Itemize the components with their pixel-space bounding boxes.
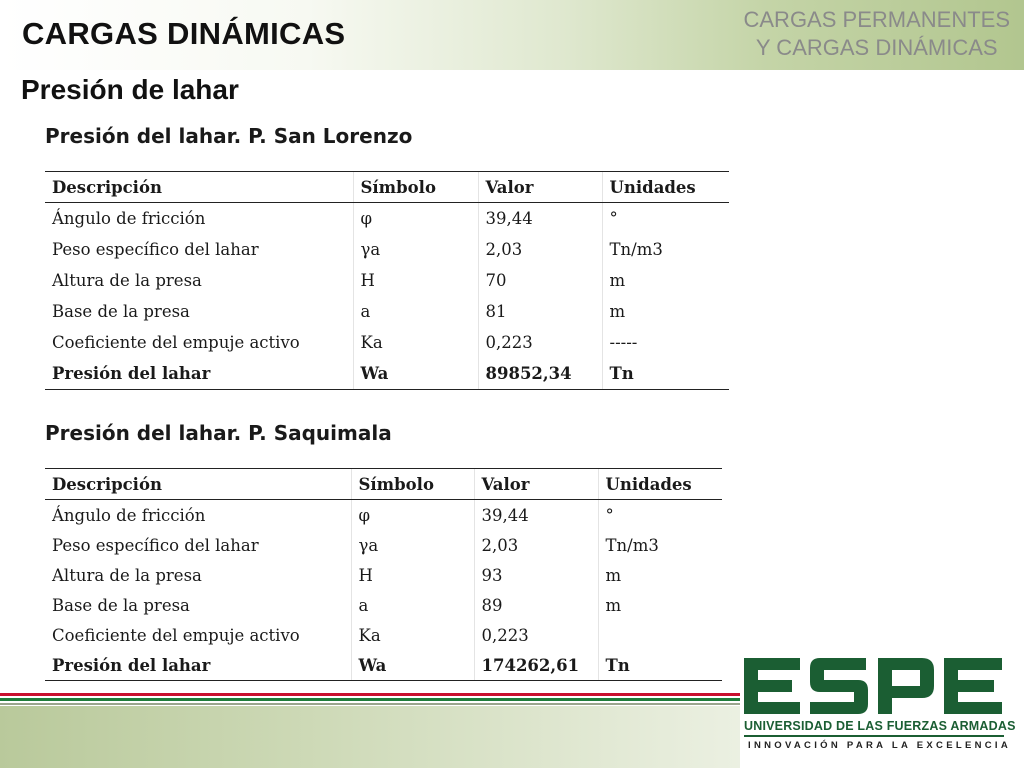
column-header: Símbolo (353, 172, 478, 203)
table-cell: 0,223 (474, 620, 598, 650)
table-cell: γa (351, 530, 474, 560)
table-cell: γa (353, 234, 478, 265)
table-cell: Base de la presa (52, 302, 190, 321)
table-row-total (45, 650, 722, 681)
table-header-row (45, 469, 722, 500)
table-cell: Coeficiente del empuje activo (52, 625, 300, 645)
section-title-line-2: Y CARGAS DINÁMICAS (755, 35, 998, 60)
column-header: Símbolo (351, 469, 474, 500)
table-cell: φ (353, 203, 478, 235)
column-header: Unidades (602, 172, 729, 203)
table-cell: Tn (602, 358, 729, 390)
table-cell: Ka (353, 327, 478, 358)
table-cell: a (351, 590, 474, 620)
table-cell: H (351, 560, 474, 590)
espe-logo (744, 656, 1004, 716)
table-row (45, 500, 722, 531)
table-row (45, 265, 729, 296)
table-row (45, 560, 722, 590)
table-header-row (45, 172, 729, 203)
table-cell: H (353, 265, 478, 296)
table-row (45, 620, 722, 650)
table-cell: Presión del lahar (45, 358, 353, 390)
section-title (744, 6, 1011, 62)
table-block-san-lorenzo (45, 124, 729, 390)
table-cell: a (353, 296, 478, 327)
table-cell: 2,03 (478, 234, 602, 265)
university-motto: INNOVACIÓN PARA LA EXCELENCIA (748, 740, 1012, 751)
table-cell: 89852,34 (478, 358, 602, 390)
table-cell: Altura de la presa (52, 271, 202, 290)
table-row (45, 234, 729, 265)
footer-stripe-green (0, 698, 740, 701)
table-cell: Tn/m3 (602, 234, 729, 265)
column-header: Descripción (45, 172, 353, 203)
table-cell: m (602, 265, 729, 296)
footer-stripe-gray (0, 703, 740, 705)
table-cell: Ángulo de fricción (52, 209, 206, 228)
table-cell: 2,03 (474, 530, 598, 560)
slide-title: CARGAS DINÁMICAS (22, 16, 346, 51)
table-caption: Presión del lahar. P. San Lorenzo (45, 124, 413, 148)
table-row (45, 203, 729, 235)
table-cell: ----- (602, 327, 729, 358)
table-cell: 89 (474, 590, 598, 620)
table-row (45, 327, 729, 358)
data-table (45, 468, 722, 681)
table-cell: m (602, 296, 729, 327)
section-title-line-1: CARGAS PERMANENTES (743, 7, 1010, 32)
table-row (45, 530, 722, 560)
table-cell: 81 (478, 296, 602, 327)
table-cell: Peso específico del lahar (52, 535, 259, 555)
table-cell: φ (351, 500, 474, 531)
table-cell: 174262,61 (474, 650, 598, 681)
table-cell: ° (602, 203, 729, 235)
table-caption: Presión del lahar. P. Saquimala (45, 421, 392, 445)
table-cell: Ángulo de fricción (52, 505, 206, 525)
table-cell: Altura de la presa (52, 565, 202, 585)
slide-subtitle: Presión de lahar (21, 74, 239, 105)
column-header: Valor (478, 172, 602, 203)
column-header: Unidades (598, 469, 722, 500)
table-cell: Tn (598, 650, 722, 681)
table-cell: m (598, 590, 722, 620)
table-cell: m (598, 560, 722, 590)
table-cell: ° (598, 500, 722, 531)
table-cell: Coeficiente del empuje activo (52, 333, 300, 352)
data-table (45, 171, 729, 390)
table-cell: 70 (478, 265, 602, 296)
table-cell: Peso específico del lahar (52, 240, 259, 259)
table-cell: Ka (351, 620, 474, 650)
table-cell: 93 (474, 560, 598, 590)
table-row (45, 296, 729, 327)
table-cell: Wa (351, 650, 474, 681)
table-row (45, 590, 722, 620)
table-cell: 39,44 (474, 500, 598, 531)
table-cell: Base de la presa (52, 595, 190, 615)
column-header: Valor (474, 469, 598, 500)
table-cell (598, 620, 722, 650)
table-row-total (45, 358, 729, 390)
university-name: UNIVERSIDAD DE LAS FUERZAS ARMADAS (744, 719, 1016, 733)
table-cell: Wa (353, 358, 478, 390)
table-cell: Tn/m3 (598, 530, 722, 560)
column-header: Descripción (45, 469, 351, 500)
logo-divider (744, 735, 1004, 737)
table-cell: 0,223 (478, 327, 602, 358)
table-cell: 39,44 (478, 203, 602, 235)
footer-stripe-red (0, 693, 740, 696)
table-cell: Presión del lahar (45, 650, 351, 681)
table-block-saquimala (45, 421, 722, 681)
